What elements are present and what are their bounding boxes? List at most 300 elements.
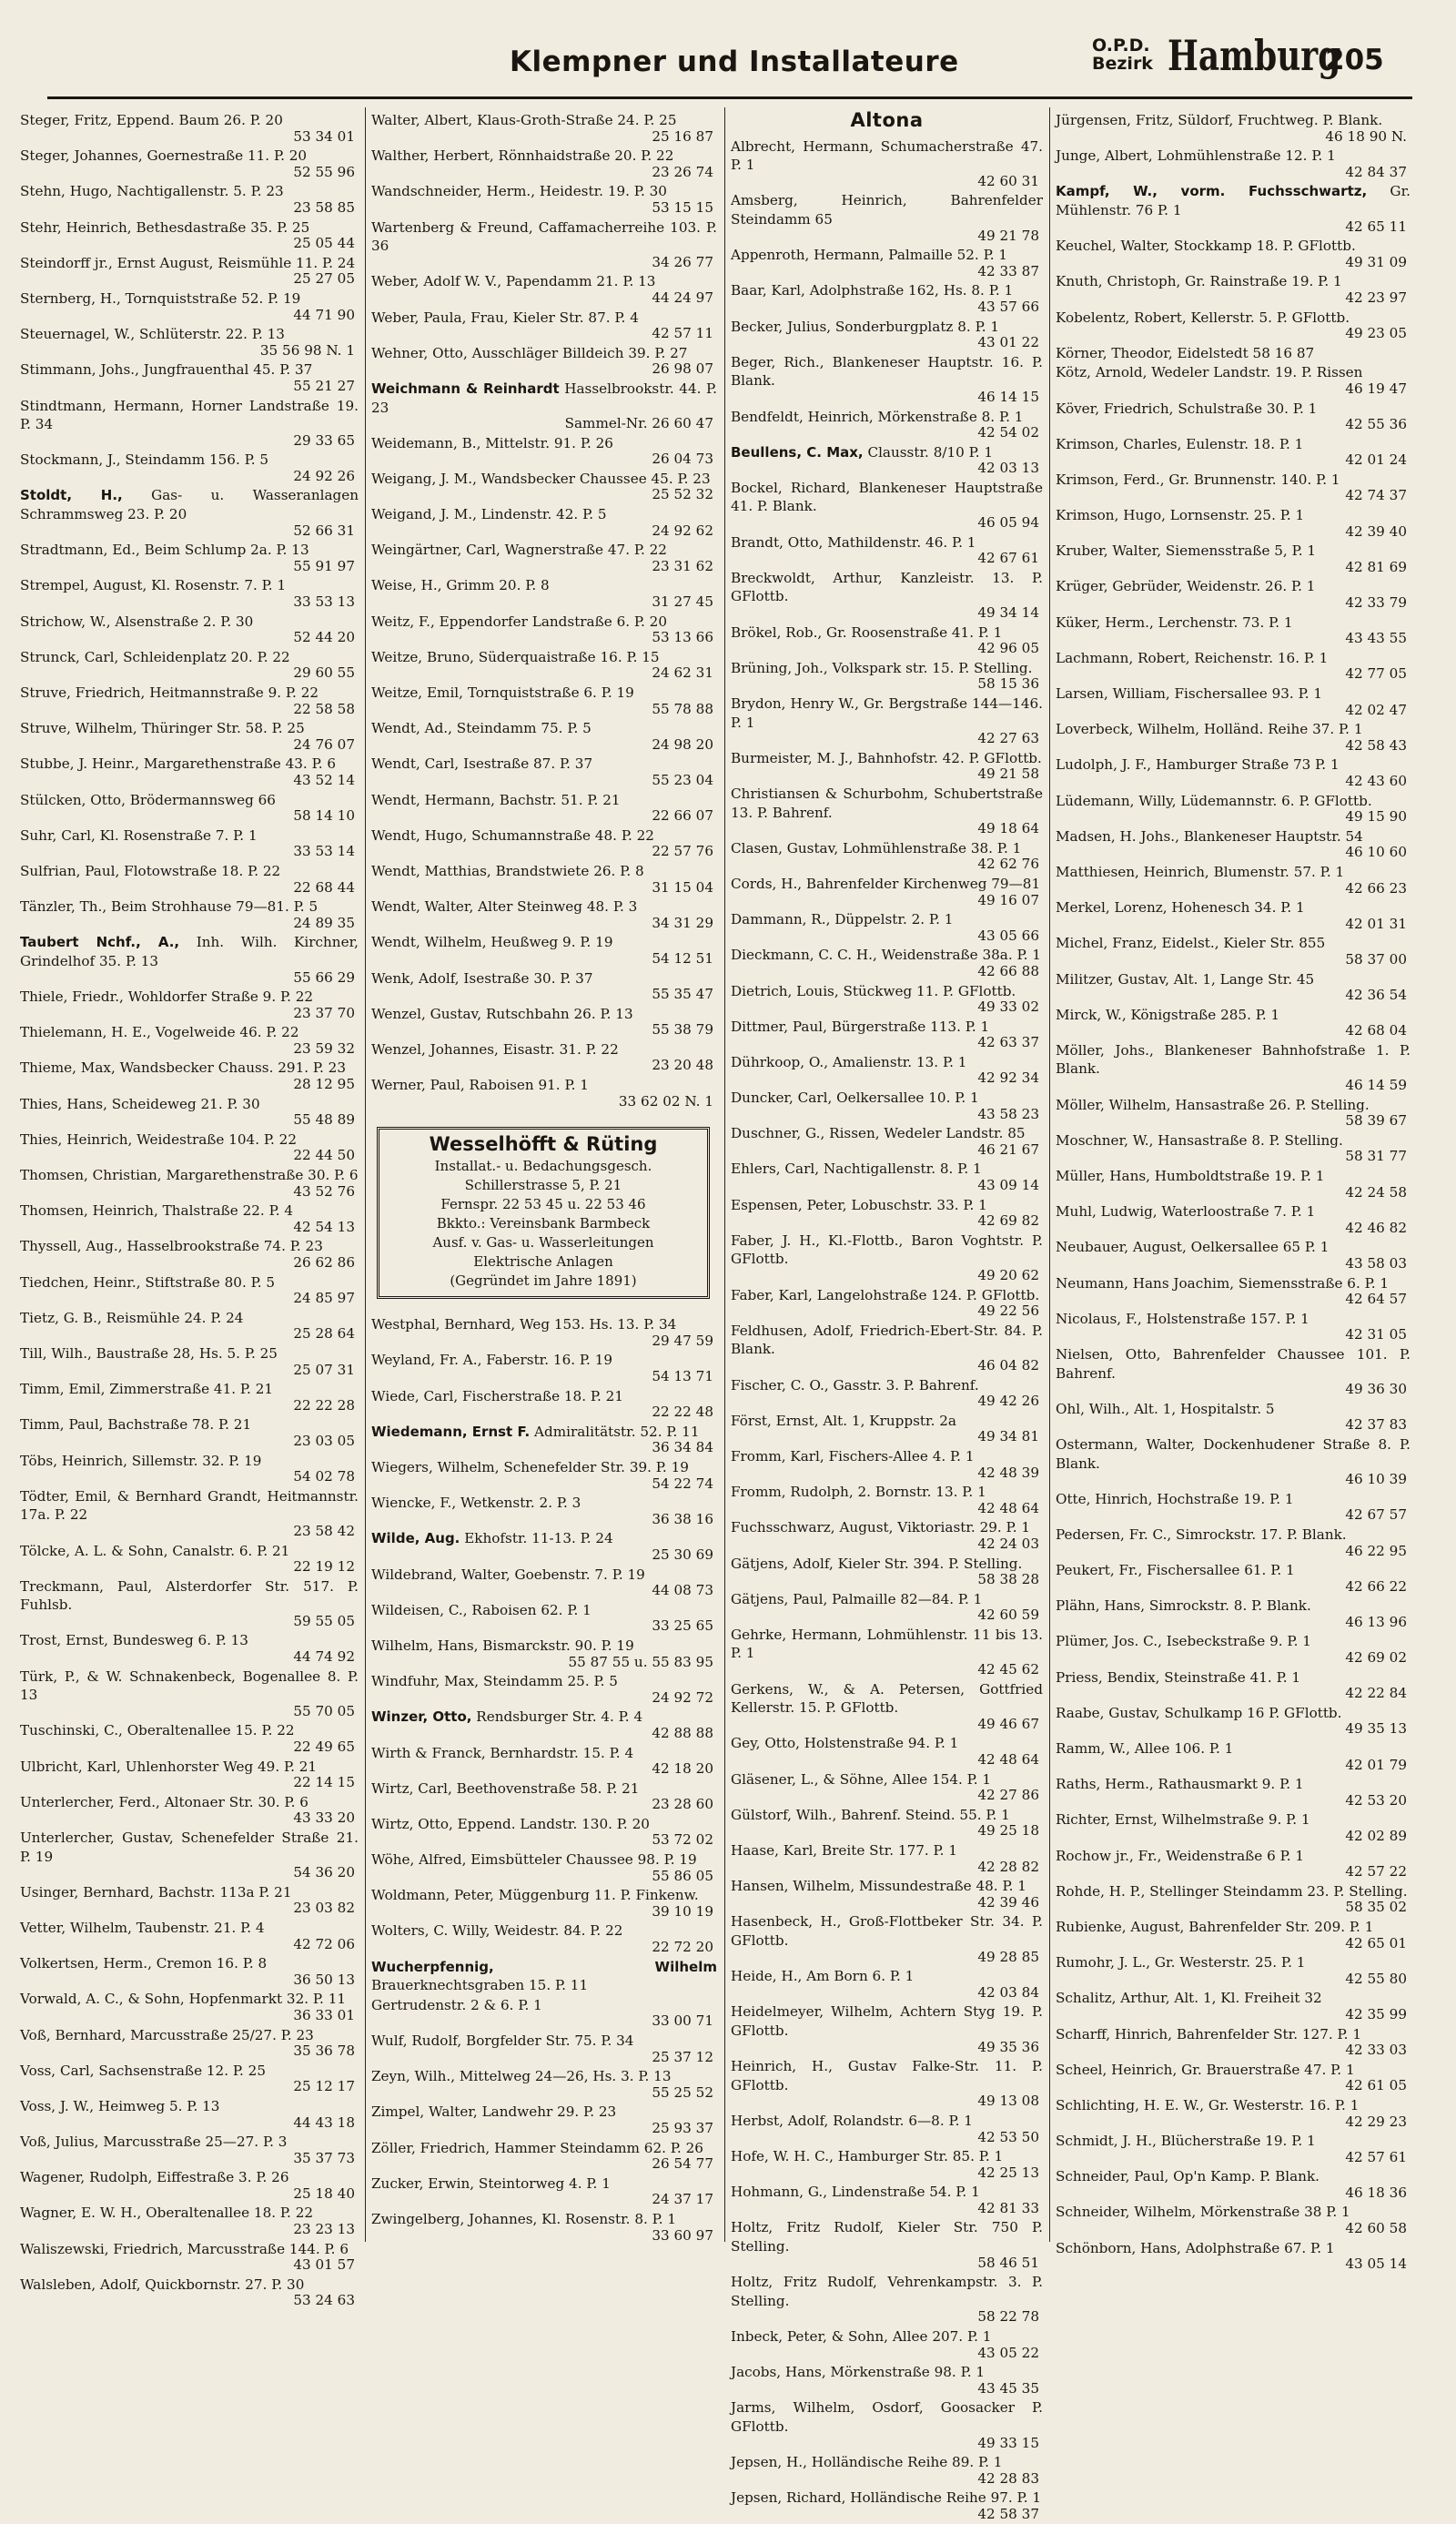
entry-text <box>371 1958 717 1995</box>
listing-entry <box>731 1286 1043 1321</box>
entry-address: Rochow jr., Fr., Weidenstraße 6 P. 1 <box>1056 1847 1305 1864</box>
entry-address: Walther, Herbert, Rönnhaidstraße 20. P. 22 <box>371 147 674 165</box>
listing-entry <box>731 659 1043 694</box>
entry-address: Jarms, Wilhelm, Osdorf, Goosacker P. GFlottb. <box>731 2399 1043 2435</box>
phone-number: 22 22 28 <box>293 1396 355 1414</box>
listing-entry <box>20 486 359 540</box>
listing-entry <box>731 1124 1043 1159</box>
phone-number: 42 53 50 <box>977 2128 1039 2145</box>
phone-number: 23 58 85 <box>293 198 355 216</box>
entry-address: Till, Wilh., Baustraße 28, Hs. 5. P. 25 <box>20 1344 278 1362</box>
entry-address: Kruber, Walter, Siemensstraße 5, P. 1 <box>1056 542 1317 560</box>
entry-address: Krimson, Ferd., Gr. Brunnenstr. 140. P. 1 <box>1056 471 1340 488</box>
listing-entry <box>371 1779 717 1814</box>
phone-number: 55 48 89 <box>293 1111 355 1129</box>
listing-entry <box>20 1829 359 1882</box>
phone-number: 22 22 48 <box>652 1404 713 1421</box>
phone-number: 23 03 05 <box>293 1432 355 1449</box>
phone-number: 55 66 29 <box>293 968 355 986</box>
phone-number: 42 28 82 <box>977 1858 1039 1875</box>
entry-address: Dittmer, Paul, Bürgerstraße 113. P. 1 <box>731 1018 990 1035</box>
listing-entry <box>371 2067 717 2102</box>
entry-text <box>731 785 1043 822</box>
phone-number: 23 03 82 <box>293 1900 355 1917</box>
ad-line: Fernspr. 22 53 45 u. 22 53 46 <box>440 1196 646 1213</box>
phone-number: 52 66 31 <box>293 522 355 539</box>
entry-address: Brydon, Henry W., Gr. Bergstraße 144—146. P. 1 <box>731 695 1043 731</box>
company-name: Wiedemann, Ernst F. <box>371 1423 531 1440</box>
entry-address: Clasen, Gustav, Lohmühlenstraße 38. P. 1 <box>731 839 1022 857</box>
phone-number: 46 21 67 <box>977 1140 1039 1158</box>
entry-address: Lüdemann, Willy, Lüdemannstr. 6. P. GFlottb. <box>1056 792 1372 809</box>
listing-entry <box>20 1380 359 1414</box>
phone-number: 24 62 31 <box>652 664 713 682</box>
phone-number: 42 55 80 <box>1345 1970 1407 1987</box>
entry-address: Möller, Wilhelm, Hansastraße 26. P. Stelling. <box>1056 1096 1370 1113</box>
phone-number: 42 39 40 <box>1345 522 1407 540</box>
phone-number: 28 12 95 <box>293 1076 355 1093</box>
listing-entry <box>20 1344 359 1379</box>
entry-address: Stimmann, Johs., Jungfrauenthal 45. P. 37 <box>20 361 313 379</box>
entry-address: Appenroth, Hermann, Palmaille 52. P. 1 <box>731 247 1008 264</box>
entry-address: Zucker, Erwin, Steintorweg 4. P. 1 <box>371 2174 611 2192</box>
listing-entry <box>731 839 1043 874</box>
phone-number: 42 77 05 <box>1345 665 1407 683</box>
column-divider <box>1049 107 1050 2242</box>
listing-entry <box>731 1770 1043 1805</box>
listing-entry <box>1056 1847 1410 1881</box>
entry-address: Struve, Wilhelm, Thüringer Str. 58. P. 25 <box>20 720 305 737</box>
listing-entry <box>371 755 717 789</box>
entry-address: Otte, Hinrich, Hochstraße 19. P. 1 <box>1056 1490 1294 1507</box>
listing-entry <box>20 451 359 485</box>
listing-entry <box>20 648 359 683</box>
phone-number: 22 68 44 <box>293 878 355 896</box>
entry-address: Köver, Friedrich, Schulstraße 30. P. 1 <box>1056 400 1318 417</box>
entry-address: Zimpel, Walter, Landwehr 29. P. 23 <box>371 2103 617 2121</box>
ad-line: Installat.- u. Bedachungsgesch. <box>434 1158 652 1175</box>
phone-number: 42 03 13 <box>977 460 1039 477</box>
entry-address: Pedersen, Fr. C., Simrockstr. 17. P. Blank. <box>1056 1526 1347 1543</box>
entry-text <box>731 694 1043 732</box>
entry-address: Woldmann, Peter, Müggenburg 11. P. Finkenw. <box>371 1887 699 1904</box>
phone-number: 58 31 77 <box>1345 1148 1407 1165</box>
entry-address: Ulbricht, Karl, Uhlenhorster Weg 49. P. 21 <box>20 1758 318 1775</box>
listing-entry <box>1056 111 1410 146</box>
entry-address: Merkel, Lorenz, Hohenesch 34. P. 1 <box>1056 899 1305 917</box>
entry-address: Westphal, Bernhard, Weg 153. Hs. 13. P. 34 <box>371 1316 677 1333</box>
listing-entry <box>731 1089 1043 1123</box>
entry-address: Jacobs, Hans, Mörkenstraße 98. P. 1 <box>731 2364 986 2381</box>
phone-number: 49 28 85 <box>977 1948 1039 1965</box>
entry-text <box>731 1912 1043 1950</box>
listing-entry <box>1056 720 1410 755</box>
listing-entry <box>731 1322 1043 1375</box>
phone-number: 23 59 32 <box>293 1039 355 1057</box>
listing-entry <box>1056 400 1410 434</box>
listing-entry <box>731 318 1043 352</box>
listing-entry <box>371 1351 717 1385</box>
phone-number: 25 07 31 <box>293 1361 355 1378</box>
phone-number: 36 50 13 <box>293 1971 355 1988</box>
entry-address: Steuernagel, W., Schlüterstr. 22. P. 13 <box>20 326 285 343</box>
phone-number: 58 37 00 <box>1345 950 1407 968</box>
entry-address: Weise, H., Grimm 20. P. 8 <box>371 577 550 594</box>
listing-entry <box>1056 1882 1410 1917</box>
entry-text <box>1056 344 1410 363</box>
listing-entry <box>371 272 717 307</box>
phone-number: 42 68 04 <box>1345 1022 1407 1039</box>
entry-address: Gläsener, L., & Söhne, Allee 154. P. 1 <box>731 1770 992 1788</box>
phone-number: 42 48 64 <box>977 1499 1039 1516</box>
entry-address: Faber, J. H., Kl.-Flottb., Baron Voghtstr. P. GFlottb. <box>731 1232 1043 1268</box>
phone-number: 23 37 70 <box>293 1004 355 1021</box>
phone-number: 24 89 35 <box>293 914 355 931</box>
entry-text <box>1056 182 1410 219</box>
listing-entry <box>371 2174 717 2209</box>
listing-entry <box>20 254 359 289</box>
phone-number: 42 65 01 <box>1345 1934 1407 1951</box>
entry-address: Duschner, G., Rissen, Wedeler Landstr. 85 <box>731 1125 1026 1142</box>
listing-entry <box>371 505 717 540</box>
entry-address: Stehr, Heinrich, Bethesdastraße 35. P. 25 <box>20 218 310 236</box>
phone-number: 53 72 02 <box>652 1831 713 1849</box>
listing-entry <box>371 1423 717 1457</box>
listing-entry <box>731 281 1043 316</box>
phone-number: 42 22 84 <box>1345 1685 1407 1702</box>
listing-entry <box>1056 863 1410 897</box>
listing-entry <box>1056 506 1410 541</box>
phone-number: 42 67 57 <box>1345 1506 1407 1524</box>
listing-entry <box>731 443 1043 478</box>
phone-number: 34 31 29 <box>652 914 713 931</box>
ad-line: (Gegründet im Jahre 1891) <box>450 1272 637 1290</box>
entry-address: Schneider, Wilhelm, Mörkenstraße 38 P. 1 <box>1056 2204 1350 2221</box>
phone-number: 49 31 09 <box>1345 253 1407 270</box>
phone-number: 44 08 73 <box>652 1582 713 1599</box>
entry-address: Gätjens, Paul, Palmaille 82—84. P. 1 <box>731 1590 983 1607</box>
entry-address: Dührkoop, O., Amalienstr. 13. P. 1 <box>731 1053 967 1070</box>
listing-entry <box>20 1452 359 1486</box>
entry-address: Heidelmeyer, Wilhelm, Achtern Styg 19. P. GFlottb. <box>731 2003 1043 2039</box>
phone-number: 44 24 97 <box>652 289 713 306</box>
entry-address: Suhr, Carl, Kl. Rosenstraße 7. P. 1 <box>20 826 258 844</box>
entry-text <box>20 933 359 970</box>
listing-entry <box>731 1518 1043 1553</box>
entry-address: Krimson, Hugo, Lornsenstr. 25. P. 1 <box>1056 507 1305 524</box>
entry-address: Thieme, Max, Wandsbecker Chauss. 291. P. 23 <box>20 1059 347 1077</box>
phone-number: 49 35 13 <box>1345 1720 1407 1738</box>
phone-number: 36 34 84 <box>652 1439 713 1456</box>
entry-address: Ohl, Wilh., Alt. 1, Hospitalstr. 5 <box>1056 1400 1275 1417</box>
phone-number: 23 58 42 <box>293 1522 355 1539</box>
listing-entry <box>1056 2167 1410 2202</box>
entry-address: Stülcken, Otto, Brödermannsweg 66 <box>20 791 276 808</box>
listing-entry <box>371 862 717 897</box>
company-name: Wucherpfennig, Wilhelm <box>371 1958 717 1975</box>
phone-number: 43 58 23 <box>977 1105 1039 1122</box>
phone-number: 42 35 99 <box>1345 2005 1407 2022</box>
listing-entry <box>371 1315 717 1350</box>
listing-entry <box>731 1160 1043 1194</box>
entry-address: Larsen, William, Fischersallee 93. P. 1 <box>1056 685 1323 702</box>
entry-address: Brauerknechtsgraben 15. P. 11 <box>371 1977 589 1994</box>
listing-entry <box>20 2133 359 2167</box>
listing-entry <box>371 147 717 181</box>
phone-number: 54 12 51 <box>652 949 713 967</box>
phone-number: 26 54 77 <box>652 2155 713 2173</box>
listing-entry <box>731 479 1043 532</box>
entry-address: Wenk, Adolf, Isestraße 30. P. 37 <box>371 969 593 987</box>
phone-number: 43 09 14 <box>977 1177 1039 1194</box>
entry-address: Usinger, Bernhard, Bachstr. 113a P. 21 <box>20 1883 292 1901</box>
listing-entry <box>1056 1953 1410 1988</box>
ad-line: Bkkto.: Vereinsbank Barmbeck <box>436 1215 651 1232</box>
phone-number: 23 26 74 <box>652 163 713 180</box>
listing-entry <box>1056 2239 1410 2274</box>
phone-number: 49 21 58 <box>977 765 1039 783</box>
listing-entry <box>20 1793 359 1828</box>
phone-number: 26 04 73 <box>652 451 713 468</box>
entry-text <box>731 2398 1043 2436</box>
listing-entry <box>371 719 717 754</box>
listing-entry <box>731 2363 1043 2397</box>
entry-address: Stubbe, J. Heinr., Margarethenstraße 43. P. 6 <box>20 755 337 773</box>
phone-number: 42 25 13 <box>977 2164 1039 2181</box>
entry-address: Brüning, Joh., Volkspark str. 15. P. Stelling. <box>731 659 1033 676</box>
entry-address: Stradtmann, Ed., Beim Schlump 2a. P. 13 <box>20 542 309 559</box>
listing-entry <box>20 2026 359 2061</box>
entry-address: Zwingelberg, Johannes, Kl. Rosenstr. 8. P. 1 <box>371 2210 677 2227</box>
phone-number: 25 28 64 <box>293 1325 355 1343</box>
phone-number: 42 29 23 <box>1345 2113 1407 2130</box>
listing-entry <box>371 933 717 968</box>
phone-number: 46 18 36 <box>1345 2184 1407 2201</box>
entry-address: Wildebrand, Walter, Goebenstr. 7. P. 19 <box>371 1566 645 1583</box>
listing-entry <box>1056 344 1410 363</box>
entry-address: Hansen, Wilhelm, Missundestraße 48. P. 1 <box>731 1878 1026 1895</box>
listing-entry <box>731 1053 1043 1088</box>
listing-entry <box>1056 970 1410 1005</box>
phone-number: 25 16 87 <box>652 127 713 145</box>
entry-address: Neumann, Hans Joachim, Siemensstraße 6. P. 1 <box>1056 1274 1390 1292</box>
listing-entry <box>371 1886 717 1921</box>
phone-number: 42 27 63 <box>977 730 1039 747</box>
entry-address: Bendfeldt, Heinrich, Mörkenstraße 8. P. 1 <box>731 408 1024 425</box>
entry-address: Voss, Carl, Sachsenstraße 12. P. 25 <box>20 2062 266 2079</box>
entry-address: Krüger, Gebrüder, Weidenstr. 26. P. 1 <box>1056 578 1316 595</box>
phone-number: 22 14 15 <box>293 1774 355 1791</box>
listing-entry <box>371 1672 717 1707</box>
ad-line: Elektrische Anlagen <box>473 1253 613 1271</box>
listing-entry <box>20 182 359 217</box>
listing-entry <box>731 1877 1043 1911</box>
phone-number: 49 13 08 <box>977 2093 1039 2110</box>
phone-number: 42 03 84 <box>977 1983 1039 2001</box>
phone-number: 46 05 94 <box>977 514 1039 532</box>
listing-entry <box>20 1542 359 1576</box>
listing-entry <box>731 1412 1043 1446</box>
listing-entry <box>731 2183 1043 2217</box>
entry-address: Steindorff jr., Ernst August, Reismühle 11. P. 24 <box>20 254 356 271</box>
entry-address: Möller, Johs., Blankeneser Bahnhofstraße 1. P. Blank. <box>1056 1041 1410 1078</box>
entry-address: Sulfrian, Paul, Flotowstraße 18. P. 22 <box>20 862 281 879</box>
entry-address: Scheel, Heinrich, Gr. Brauerstraße 47. P. 1 <box>1056 2061 1355 2078</box>
phone-number: 46 14 15 <box>977 388 1039 405</box>
listing-entry <box>20 1577 359 1631</box>
entry-address: Körner, Theodor, Eidelstedt 58 16 87 <box>1056 344 1315 361</box>
entry-address: Weingärtner, Carl, Wagnerstraße 47. P. 22 <box>371 542 667 559</box>
phone-number: 53 13 66 <box>652 629 713 646</box>
entry-address: Trost, Ernst, Bundesweg 6. P. 13 <box>20 1632 248 1649</box>
listing-entry <box>1056 934 1410 968</box>
entry-address: Timm, Paul, Bachstraße 78. P. 21 <box>20 1416 252 1434</box>
entry-address: Krimson, Charles, Eulenstr. 18. P. 1 <box>1056 435 1304 452</box>
listing-entry <box>731 694 1043 748</box>
phone-number: 49 21 78 <box>977 227 1039 244</box>
entry-address: Admiralitätstr. 52. P. 11 <box>530 1423 700 1440</box>
listing-entry <box>731 2147 1043 2182</box>
listing-entry <box>1056 577 1410 612</box>
column-divider <box>724 107 725 2242</box>
phone-number: 55 70 05 <box>293 1702 355 1719</box>
entry-address: Fischer, C. O., Gasstr. 3. P. Bahrenf. <box>731 1376 979 1394</box>
phone-number: 42 33 87 <box>977 262 1039 279</box>
listing-column-2 <box>371 111 717 2244</box>
entry-address: Knuth, Christoph, Gr. Rainstraße 19. P. 1 <box>1056 273 1342 290</box>
phone-number: 55 23 04 <box>652 771 713 788</box>
phone-number: 49 34 14 <box>977 604 1039 622</box>
entry-text <box>731 2273 1043 2310</box>
phone-number: 25 52 32 <box>652 486 713 503</box>
listing-entry <box>371 1744 717 1779</box>
phone-number: 36 33 01 <box>293 2006 355 2023</box>
listing-entry <box>371 897 717 932</box>
entry-address: Wöhe, Alfred, Eimsbütteler Chaussee 98. P. 19 <box>371 1851 697 1869</box>
entry-address: Wildeisen, C., Raboisen 62. P. 1 <box>371 1601 592 1618</box>
entry-address: Wendt, Hermann, Bachstr. 51. P. 21 <box>371 791 621 808</box>
entry-address: Rubienke, August, Bahrenfelder Str. 209. P. 1 <box>1056 1918 1374 1935</box>
entry-address: Jürgensen, Fritz, Süldorf, Fruchtweg. P. Blank. <box>1056 112 1383 128</box>
listing-entry <box>1056 309 1410 343</box>
listing-entry <box>1056 1202 1410 1237</box>
entry-address: Wirtz, Otto, Eppend. Landstr. 130. P. 20 <box>371 1815 650 1832</box>
listing-entry <box>731 1626 1043 1679</box>
listing-entry <box>731 785 1043 838</box>
entry-text <box>20 486 359 523</box>
listing-entry <box>20 1667 359 1721</box>
listing-entry <box>371 684 717 718</box>
entry-address: Burmeister, M. J., Bahnhofstr. 42. P. GFlottb. <box>731 749 1042 766</box>
entry-text <box>731 353 1043 390</box>
entry-address: Vetter, Wilhelm, Taubenstr. 21. P. 4 <box>20 1919 265 1936</box>
entry-address: Först, Ernst, Alt. 1, Kruppstr. 2a <box>731 1412 956 1429</box>
phone-number: 54 02 78 <box>293 1468 355 1485</box>
entry-address: Stindtmann, Hermann, Horner Landstraße 19. P. 34 <box>20 397 359 433</box>
entry-address: Plähn, Hans, Simrockstr. 8. P. Blank. <box>1056 1597 1311 1615</box>
entry-address: Inbeck, Peter, & Sohn, Allee 207. P. 1 <box>731 2328 992 2346</box>
phone-number: 42 43 60 <box>1345 772 1407 789</box>
phone-number: 35 36 78 <box>293 2043 355 2060</box>
phone-number: 55 86 05 <box>652 1867 713 1884</box>
phone-number: 46 18 90 N. <box>1325 127 1407 145</box>
entry-address: Zeyn, Wilh., Mittelweg 24—26, Hs. 3. P. 13 <box>371 2068 672 2085</box>
listing-entry <box>731 1447 1043 1482</box>
phone-number: 42 45 62 <box>977 1661 1039 1678</box>
advertisement-box <box>377 1127 710 1299</box>
entry-address: Strunck, Carl, Schleidenplatz 20. P. 22 <box>20 648 290 665</box>
listing-entry <box>731 1841 1043 1876</box>
listing-entry <box>371 613 717 647</box>
entry-address: Wendt, Wilhelm, Heußweg 9. P. 19 <box>371 934 613 951</box>
listing-entry <box>1056 792 1410 826</box>
entry-address: Gätjens, Adolf, Kieler Str. 394. P. Stelling. <box>731 1555 1023 1572</box>
phone-number: 42 66 22 <box>1345 1577 1407 1595</box>
listing-entry <box>1056 1310 1410 1344</box>
listing-entry <box>1056 1775 1410 1809</box>
listing-entry <box>1056 542 1410 576</box>
listing-entry <box>1056 1668 1410 1703</box>
entry-address: Ehlers, Carl, Nachtigallenstr. 8. P. 1 <box>731 1161 982 1178</box>
phone-number: 55 91 97 <box>293 557 355 574</box>
phone-number: 23 31 62 <box>652 557 713 574</box>
entry-address: Heinrich, H., Gustav Falke-Str. 11. P. GFlottb. <box>731 2058 1043 2093</box>
listing-entry <box>371 969 717 1004</box>
phone-number: 58 22 78 <box>977 2308 1039 2326</box>
listing-entry <box>371 576 717 611</box>
listing-entry <box>371 1708 717 1742</box>
entry-address: Tänzler, Th., Beim Strohhause 79—81. P. 5 <box>20 898 318 916</box>
listing-entry <box>731 2489 1043 2523</box>
phone-number: 25 37 12 <box>652 2048 713 2065</box>
phone-number: 49 15 90 <box>1345 808 1407 826</box>
listing-entry <box>1056 1435 1410 1489</box>
entry-address: Amsberg, Heinrich, Bahrenfelder Steindamm 65 <box>731 192 1043 228</box>
entry-address: Strichow, W., Alsenstraße 2. P. 30 <box>20 613 254 630</box>
opd-label: O.P.D. <box>1092 35 1150 56</box>
entry-address: Hofe, W. H. C., Hamburger Str. 85. P. 1 <box>731 2148 1004 2165</box>
entry-address: Fuchsschwarz, August, Viktoriastr. 29. P. 1 <box>731 1519 1031 1536</box>
phone-number: 42 36 54 <box>1345 987 1407 1004</box>
listing-entry <box>371 2139 717 2174</box>
entry-address: Rendsburger Str. 4. P. 4 <box>471 1708 643 1726</box>
phone-number: 49 35 36 <box>977 2038 1039 2055</box>
phone-number: 43 01 22 <box>977 334 1039 351</box>
phone-number: 26 98 07 <box>652 360 713 378</box>
entry-address: Steger, Fritz, Eppend. Baum 26. P. 20 <box>20 112 283 128</box>
phone-number: 42 39 46 <box>977 1893 1039 1911</box>
phone-number: 49 34 81 <box>977 1428 1039 1445</box>
phone-number: 26 62 86 <box>293 1254 355 1271</box>
district-label <box>1092 36 1156 73</box>
listing-entry <box>1056 272 1410 307</box>
entry-address: Schlichting, H. E. W., Gr. Westerstr. 16. P. 1 <box>1056 2096 1360 2113</box>
listing-entry <box>1056 1400 1410 1434</box>
phone-number: 39 10 19 <box>652 1902 713 1920</box>
listing-entry <box>371 1996 717 2031</box>
entry-address: Werner, Paul, Raboisen 91. P. 1 <box>371 1077 589 1094</box>
phone-number: 23 23 13 <box>293 2221 355 2238</box>
entry-address: Unterlercher, Gustav, Schenefelder Straße 21. P. 19 <box>20 1830 359 1865</box>
entry-address: Unterlercher, Ferd., Altonaer Str. 30. P. 6 <box>20 1793 308 1810</box>
entry-address: Madsen, H. Johs., Blankeneser Hauptstr. 54 <box>1056 827 1363 845</box>
entry-text <box>1056 1041 1410 1079</box>
phone-number: 31 27 45 <box>652 593 713 611</box>
entry-text <box>20 1487 359 1525</box>
listing-entry <box>731 1912 1043 1966</box>
listing-entry <box>1056 1345 1410 1399</box>
listing-entry <box>371 1529 717 1564</box>
